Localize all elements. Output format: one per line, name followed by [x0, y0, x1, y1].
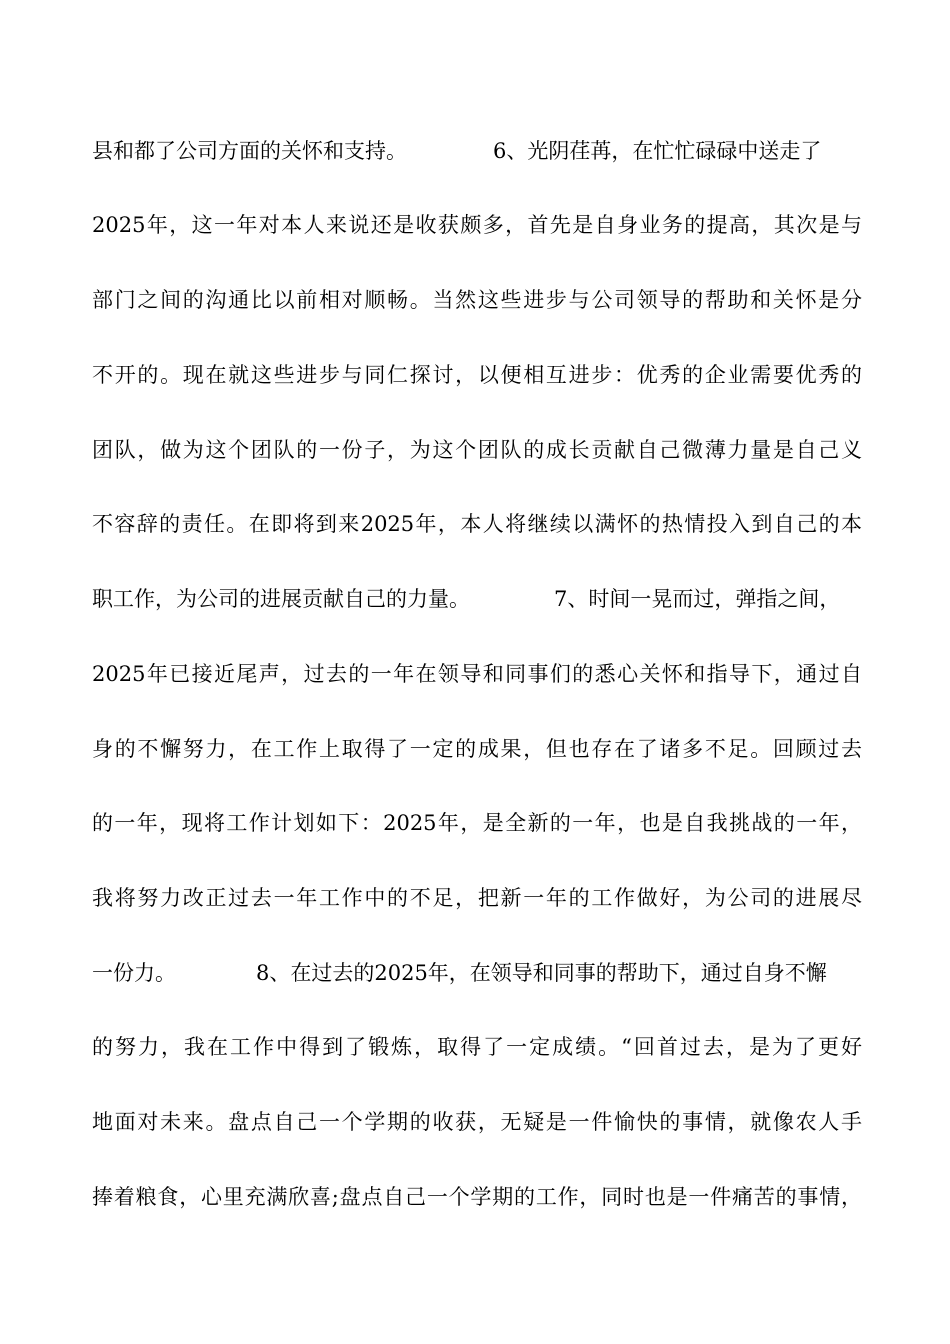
text-segment: 8、在过去的2025年，在领导和同事的帮助下，通过自身不懈 — [256, 961, 827, 985]
text-line-2: 2025年，这一年对本人来说还是收获颇多，首先是自身业务的提高，其次是与 — [92, 213, 862, 237]
text-segment: 一份力。 — [92, 961, 176, 985]
text-line-15: 捧着粮食，心里充满欣喜;盘点自己一个学期的工作，同时也是一件痛苦的事情， — [92, 1185, 862, 1209]
text-segment: 县和都了公司方面的关怀和支持。 — [92, 139, 407, 163]
text-line-12 — [92, 953, 862, 993]
text-line-13: 的努力，我在工作中得到了锻炼，取得了一定成绩。“回首过去，是为了更好 — [92, 1035, 862, 1059]
text-line-6: 不容辞的责任。在即将到来2025年，本人将继续以满怀的热情投入到自己的本 — [92, 512, 862, 536]
text-line-5: 团队，做为这个团队的一份子，为这个团队的成长贡献自己微薄力量是自己义 — [92, 438, 862, 462]
text-line-11: 我将努力改正过去一年工作中的不足，把新一年的工作做好，为公司的进展尽 — [92, 886, 862, 910]
text-line-3: 部门之间的沟通比以前相对顺畅。当然这些进步与公司领导的帮助和关怀是分 — [92, 288, 862, 312]
text-segment: 7、时间一晃而过，弹指之间， — [554, 587, 841, 611]
text-segment: 职工作，为公司的进展贡献自己的力量。 — [92, 587, 470, 611]
text-line-14: 地面对未来。盘点自己一个学期的收获，无疑是一件愉快的事情，就像农人手 — [92, 1110, 862, 1134]
text-line-7 — [92, 579, 862, 619]
text-line-1 — [92, 131, 862, 171]
text-line-9: 身的不懈努力，在工作上取得了一定的成果，但也存在了诸多不足。回顾过去 — [92, 737, 862, 761]
text-line-4: 不开的。现在就这些进步与同仁探讨，以便相互进步：优秀的企业需要优秀的 — [92, 363, 862, 387]
text-segment: 6、光阴荏苒，在忙忙碌碌中送走了 — [493, 139, 822, 163]
text-line-8: 2025年已接近尾声，过去的一年在领导和同事们的悉心关怀和指导下，通过自 — [92, 662, 862, 686]
text-line-10: 的一年，现将工作计划如下：2025年，是全新的一年，也是自我挑战的一年， — [92, 811, 862, 835]
